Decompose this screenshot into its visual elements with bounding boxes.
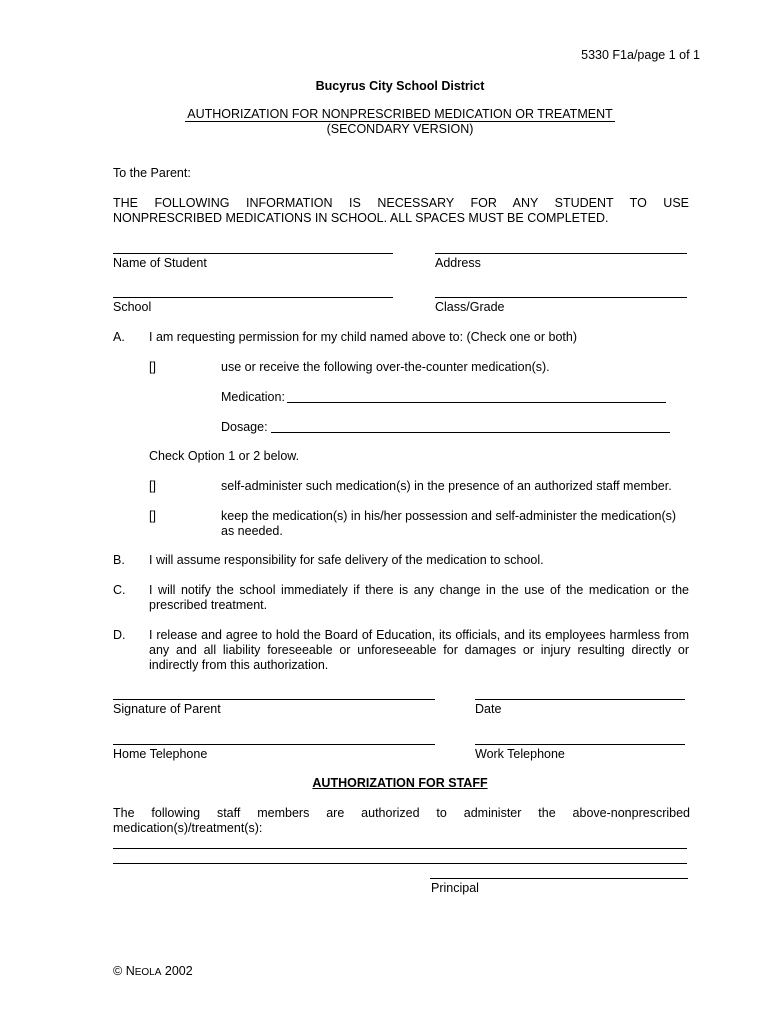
class-grade-line[interactable] bbox=[435, 297, 687, 298]
salutation: To the Parent: bbox=[113, 166, 191, 180]
district-name: Bucyrus City School District bbox=[315, 79, 485, 93]
section-a-text: I am requesting permission for my child named above to: (Check one or both) bbox=[149, 330, 577, 344]
option1-text: self-administer such medication(s) in the presence of an authorized staff member. bbox=[221, 479, 672, 493]
notice-line-2: NONPRESCRIBED MEDICATIONS IN SCHOOL. ALL SPACES MUST BE COMPLETED. bbox=[113, 211, 609, 225]
work-phone-line[interactable] bbox=[475, 744, 685, 745]
copyright-year: 2002 bbox=[164, 964, 193, 978]
address-label: Address bbox=[435, 256, 481, 270]
section-a-letter: A. bbox=[113, 330, 125, 344]
home-phone-line[interactable] bbox=[113, 744, 435, 745]
staff-line-2[interactable] bbox=[113, 863, 687, 864]
copyright-symbol: © bbox=[113, 964, 123, 978]
staff-text-line-2: medication(s)/treatment(s): bbox=[113, 821, 263, 835]
option2-line-2: as needed. bbox=[221, 524, 283, 538]
section-d-line-3: indirectly from this authorization. bbox=[149, 658, 329, 672]
school-line[interactable] bbox=[113, 297, 393, 298]
school-label: School bbox=[113, 300, 152, 314]
check-option-text: Check Option 1 or 2 below. bbox=[149, 449, 300, 463]
brand-rest: EOLA bbox=[134, 967, 162, 978]
dosage-label: Dosage: bbox=[221, 420, 268, 434]
home-phone-label: Home Telephone bbox=[113, 747, 208, 761]
parent-signature-label: Signature of Parent bbox=[113, 702, 221, 716]
section-b-letter: B. bbox=[113, 553, 125, 567]
section-b-text: I will assume responsibility for safe delivery of the medication to school. bbox=[149, 553, 544, 567]
form-subtitle: (SECONDARY VERSION) bbox=[326, 122, 474, 136]
work-phone-label: Work Telephone bbox=[475, 747, 565, 761]
medication-line[interactable] bbox=[287, 402, 666, 403]
section-c-line-1: I will notify the school immediately if there is any change in the use of the medication or the bbox=[149, 583, 689, 597]
notice-line-1: THE FOLLOWING INFORMATION IS NECESSARY FOR ANY STUDENT TO USE bbox=[113, 196, 689, 210]
brand-initial: N bbox=[125, 964, 135, 978]
section-d-line-2: any and all liability foreseeable or unforeseeable for damages or injury resulting directly or bbox=[149, 643, 689, 657]
date-line[interactable] bbox=[475, 699, 685, 700]
section-d-letter: D. bbox=[113, 628, 126, 642]
otc-checkbox[interactable]: [] bbox=[149, 360, 156, 374]
staff-text-line-1: The following staff members are authorized to administer the above-nonprescribed bbox=[113, 806, 690, 820]
medication-label: Medication: bbox=[221, 390, 285, 404]
otc-text: use or receive the following over-the-counter medication(s). bbox=[221, 360, 550, 374]
date-label: Date bbox=[475, 702, 502, 716]
section-d-line-1: I release and agree to hold the Board of Education, its officials, and its employees harmless from bbox=[149, 628, 689, 642]
principal-label: Principal bbox=[431, 881, 479, 895]
staff-line-1[interactable] bbox=[113, 848, 687, 849]
student-name-line[interactable] bbox=[113, 253, 393, 254]
class-grade-label: Class/Grade bbox=[435, 300, 505, 314]
option2-checkbox[interactable]: [] bbox=[149, 509, 156, 523]
address-line[interactable] bbox=[435, 253, 687, 254]
student-name-label: Name of Student bbox=[113, 256, 207, 270]
option2-line-1: keep the medication(s) in his/her possession and self-administer the medication(s) bbox=[221, 509, 677, 523]
principal-line[interactable] bbox=[430, 878, 688, 879]
staff-heading: AUTHORIZATION FOR STAFF bbox=[312, 776, 488, 790]
section-c-letter: C. bbox=[113, 583, 126, 597]
copyright-notice bbox=[113, 964, 193, 978]
parent-signature-line[interactable] bbox=[113, 699, 435, 700]
form-title: AUTHORIZATION FOR NONPRESCRIBED MEDICATION OR TREATMENT bbox=[187, 107, 613, 121]
section-c-line-2: prescribed treatment. bbox=[149, 598, 268, 612]
option1-checkbox[interactable]: [] bbox=[149, 479, 156, 493]
form-id: 5330 F1a/page 1 of 1 bbox=[581, 48, 700, 62]
dosage-line[interactable] bbox=[271, 432, 670, 433]
